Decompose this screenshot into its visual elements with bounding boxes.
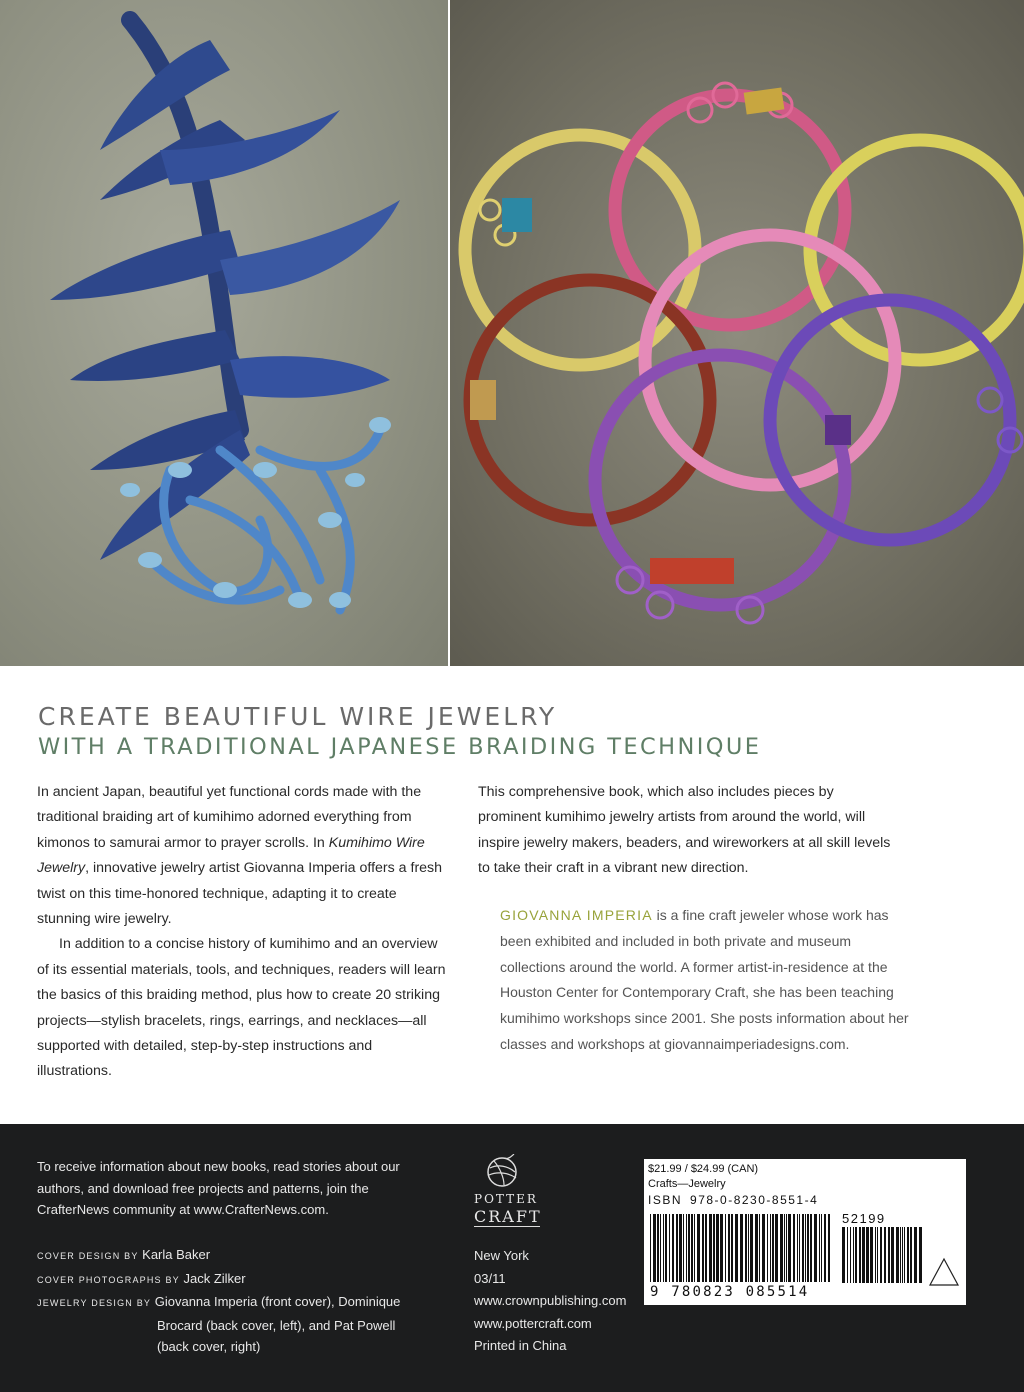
barcode-bar (902, 1227, 903, 1283)
barcode-bar (705, 1214, 707, 1282)
barcode-bar (772, 1214, 774, 1282)
publisher-city: New York (474, 1248, 529, 1263)
barcode-bar (780, 1214, 783, 1282)
barcode-bar (824, 1214, 826, 1282)
barcode-bar (713, 1214, 715, 1282)
footer (0, 1124, 1024, 1392)
credits (37, 1244, 457, 1358)
publisher-url-crown: www.crownpublishing.com (474, 1293, 627, 1308)
description-right-column (478, 780, 898, 882)
barcode-bar (910, 1227, 912, 1283)
barcode-bar (672, 1214, 674, 1282)
headline-line-2: WITH A TRADITIONAL JAPANESE BRAIDING TECHNIQUE (38, 734, 762, 760)
barcode-bar (859, 1227, 861, 1283)
publisher-details (474, 1245, 664, 1358)
barcode-bar (688, 1214, 690, 1282)
barcode-bar (799, 1214, 800, 1282)
barcode-bar (919, 1227, 922, 1283)
bangles-illustration (450, 0, 1024, 666)
author-name: GIOVANNA IMPERIA (500, 907, 653, 923)
author-bio (500, 903, 910, 1058)
book-title: Kumihimo Wire Jewelry (37, 834, 425, 877)
barcode-bar (650, 1214, 651, 1282)
description-paragraph-3: This comprehensive book, which also includes pieces by prominent kumihimo jewelry artists from around the world, will inspire jewelry makers, beaders, and wireworkers at all skill levels to take their craft in a vibrant new direction. (478, 784, 891, 877)
barcode-bar (784, 1214, 785, 1282)
barcode-bar (679, 1214, 682, 1282)
barcode-bar (855, 1227, 857, 1283)
barcode-bar (793, 1214, 795, 1282)
crafternews-info: To receive information about new books, read stories about our authors, and download free projects and patterns, join the CrafterNews community at www.CrafterNews.com. (37, 1159, 400, 1217)
barcode-bar (740, 1214, 743, 1282)
category: Crafts—Jewelry (648, 1178, 726, 1190)
photo-blue-wire-pendant (0, 0, 448, 666)
barcode-bar (735, 1214, 738, 1282)
barcode-bar (914, 1227, 917, 1283)
potter-craft-logo: POTTER CRAFT (474, 1192, 542, 1226)
barcode-bar (748, 1214, 749, 1282)
description-section (0, 666, 1024, 1124)
printed-in: Printed in China (474, 1338, 567, 1353)
barcode-bar (821, 1214, 822, 1282)
barcode-bar (755, 1214, 758, 1282)
credit-cover-photographs: COVER PHOTOGRAPHS BY Jack Zilker (37, 1270, 246, 1286)
barcode-bar (665, 1214, 667, 1282)
barcode-bar (669, 1214, 670, 1282)
barcode-bar (653, 1214, 656, 1282)
addon-digits: 52199 (842, 1211, 886, 1226)
barcode-bar (694, 1214, 695, 1282)
barcode-bar (663, 1214, 664, 1282)
barcode-bar (807, 1214, 809, 1282)
barcode-bar (702, 1214, 704, 1282)
barcode-bar (745, 1214, 747, 1282)
barcode-bar (762, 1214, 765, 1282)
barcode-bar (814, 1214, 817, 1282)
photo-wire-bangles (450, 0, 1024, 666)
barcode-bar (770, 1214, 771, 1282)
barcode-bar (880, 1227, 882, 1283)
barcode-bar (877, 1227, 878, 1283)
credit-cover-design: COVER DESIGN BY Karla Baker (37, 1247, 211, 1262)
barcode-bar (683, 1214, 684, 1282)
barcode-bar (870, 1227, 873, 1283)
barcode-bar (862, 1227, 865, 1283)
barcode-label (644, 1159, 966, 1305)
barcode-bar (788, 1214, 791, 1282)
ean-digits: 9 780823 085514 (650, 1284, 810, 1300)
barcode-bar (660, 1214, 661, 1282)
barcode-bar (904, 1227, 905, 1283)
barcode-bar (853, 1227, 854, 1283)
ean-barcode (650, 1214, 834, 1282)
barcode-bar (657, 1214, 659, 1282)
barcode-bar (907, 1227, 909, 1283)
barcode-bar (875, 1227, 876, 1283)
barcode-bar (775, 1214, 778, 1282)
isbn: ISBN 978-0-8230-8551-4 (648, 1193, 819, 1207)
barcode-bar (697, 1214, 700, 1282)
barcode-bar (691, 1214, 693, 1282)
addon-barcode (842, 1227, 922, 1295)
yarn-ball-icon (484, 1154, 520, 1188)
description-left-column (37, 780, 447, 1085)
barcode-bar (842, 1227, 845, 1283)
barcode-bar (797, 1214, 798, 1282)
publish-date: 03/11 (474, 1270, 506, 1286)
barcode-bar (731, 1214, 733, 1282)
publisher-info (474, 1154, 664, 1358)
barcode-bar (759, 1214, 760, 1282)
barcode-bar (728, 1214, 730, 1282)
barcode-bar (819, 1214, 820, 1282)
barcode-bar (686, 1214, 687, 1282)
description-paragraph-2: In addition to a concise history of kumihimo and an overview of its essential materials, tools, and techniques, readers will learn the basics of this braiding method, plus how to create 20 striking projects—stylish bracelets, rings, earrings, and necklaces—all supported with detailed, step-by-step instructions and illustrations. (37, 936, 446, 1080)
credit-jewelry-design: JEWELRY DESIGN BY Giovanna Imperia (front cover), Dominique Brocard (back cover, left), and Pat Powell (back cover, right) (37, 1294, 401, 1354)
barcode-bar (720, 1214, 723, 1282)
triangle-icon (928, 1257, 960, 1287)
barcode-bar (884, 1227, 886, 1283)
pendant-illustration (0, 0, 448, 666)
barcode-bar (850, 1227, 851, 1283)
publisher-url-pottercraft: www.pottercraft.com (474, 1315, 592, 1331)
description-paragraph-1: In ancient Japan, beautiful yet functional cords made with the traditional braiding art of kumihimo adorned everything from kimonos to samurai armor to prayer scrolls. In Kumihimo Wire Jewelry, innovative jewelry artist Giovanna Imperia offers a fresh twist on this time-honored technique, adapting it to create stunning wire jewelry. (37, 784, 443, 928)
barcode-bar (891, 1227, 894, 1283)
price: $21.99 / $24.99 (CAN) (648, 1163, 759, 1175)
barcode-bar (750, 1214, 753, 1282)
barcode-bar (709, 1214, 712, 1282)
barcode-bar (676, 1214, 678, 1282)
barcode-bar (888, 1227, 890, 1283)
barcode-bar (866, 1227, 869, 1283)
barcode-bar (828, 1214, 830, 1282)
barcode-bar (767, 1214, 768, 1282)
barcode-bar (847, 1227, 848, 1283)
barcode-bar (810, 1214, 812, 1282)
barcode-bar (802, 1214, 804, 1282)
barcode-bar (900, 1227, 901, 1283)
barcode-bar (716, 1214, 719, 1282)
barcode-bar (896, 1227, 899, 1283)
barcode-bar (725, 1214, 726, 1282)
headline-line-1: CREATE BEAUTIFUL WIRE JEWELRY (38, 702, 558, 731)
barcode-bar (805, 1214, 806, 1282)
barcode-bar (786, 1214, 787, 1282)
author-bio-text: is a fine craft jeweler whose work has been exhibited and included in both private and museum collections around the world. A former artist-in-residence at the Houston Center for Contemporary Craft, she has been teaching kumihimo workshops since 2001. She posts information about her classes and workshops at giovannaimperiadesigns.com. (500, 907, 909, 1052)
